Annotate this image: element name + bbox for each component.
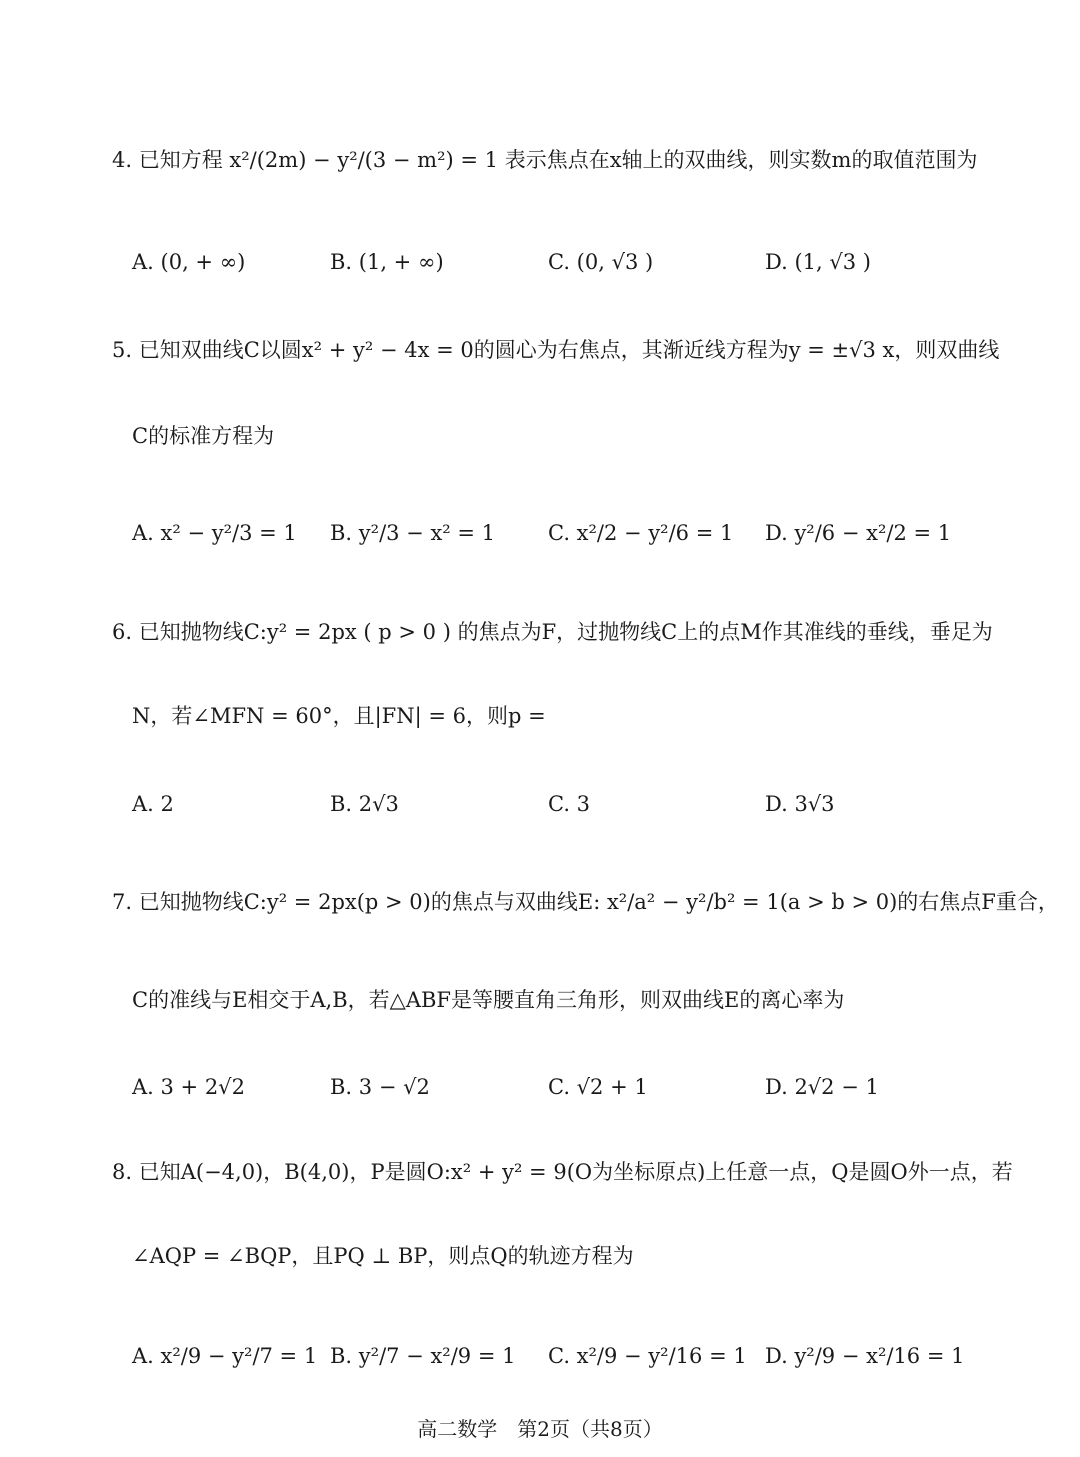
q4-option-d: D. (1, √3 ) (765, 250, 871, 274)
q8-option-a: A. x²/9 − y²/7 = 1 (132, 1344, 318, 1368)
q5-stem-line-1: 5. 已知双曲线C以圆x² + y² − 4x = 0的圆心为右焦点，其渐近线方程为y = ±√3 x，则双曲线 (112, 338, 1000, 362)
q5-option-a: A. x² − y²/3 = 1 (132, 521, 297, 545)
q7-option-d: D. 2√2 − 1 (765, 1075, 879, 1099)
q7-stem-line-2: C的准线与E相交于A,B，若△ABF是等腰直角三角形，则双曲线E的离心率为 (132, 988, 845, 1012)
q6-stem-line-2: N，若∠MFN = 60°，且|FN| = 6，则p = (132, 704, 546, 728)
q8-stem-line-1: 8. 已知A(−4,0)，B(4,0)，P是圆O:x² + y² = 9(O为坐标原点)上任意一点，Q是圆O外一点，若 (112, 1160, 1013, 1184)
q4-option-c: C. (0, √3 ) (548, 250, 654, 274)
q6-option-a: A. 2 (132, 792, 174, 816)
q5-option-c: C. x²/2 − y²/6 = 1 (548, 521, 734, 545)
q6-option-b: B. 2√3 (330, 792, 399, 816)
q7-option-a: A. 3 + 2√2 (132, 1075, 245, 1099)
q8-stem-line-2: ∠AQP = ∠BQP，且PQ ⊥ BP，则点Q的轨迹方程为 (132, 1244, 634, 1268)
q7-stem-line-1: 7. 已知抛物线C:y² = 2px(p > 0)的焦点与双曲线E: x²/a² − y²/b² = 1(a > b > 0)的右焦点F重合， (112, 890, 1059, 914)
q5-option-b: B. y²/3 − x² = 1 (330, 521, 496, 545)
q6-option-d: D. 3√3 (765, 792, 835, 816)
q6-option-c: C. 3 (548, 792, 591, 816)
q5-option-d: D. y²/6 − x²/2 = 1 (765, 521, 952, 545)
q4-stem: 4. 已知方程 x²/(2m) − y²/(3 − m²) = 1 表示焦点在x轴上的双曲线，则实数m的取值范围为 (112, 148, 978, 172)
q5-stem-line-2: C的标准方程为 (132, 424, 275, 448)
q7-option-c: C. √2 + 1 (548, 1075, 648, 1099)
q4-option-a: A. (0, + ∞) (132, 250, 246, 274)
q4-option-b: B. (1, + ∞) (330, 250, 444, 274)
page-footer: 高二数学 第2页（共8页） (417, 1417, 663, 1441)
q7-option-b: B. 3 − √2 (330, 1075, 430, 1099)
q8-option-c: C. x²/9 − y²/16 = 1 (548, 1344, 747, 1368)
q6-stem-line-1: 6. 已知抛物线C:y² = 2px ( p > 0 ) 的焦点为F，过抛物线C上的点M作其准线的垂线，垂足为 (112, 620, 993, 644)
q8-option-d: D. y²/9 − x²/16 = 1 (765, 1344, 965, 1368)
q8-option-b: B. y²/7 − x²/9 = 1 (330, 1344, 516, 1368)
